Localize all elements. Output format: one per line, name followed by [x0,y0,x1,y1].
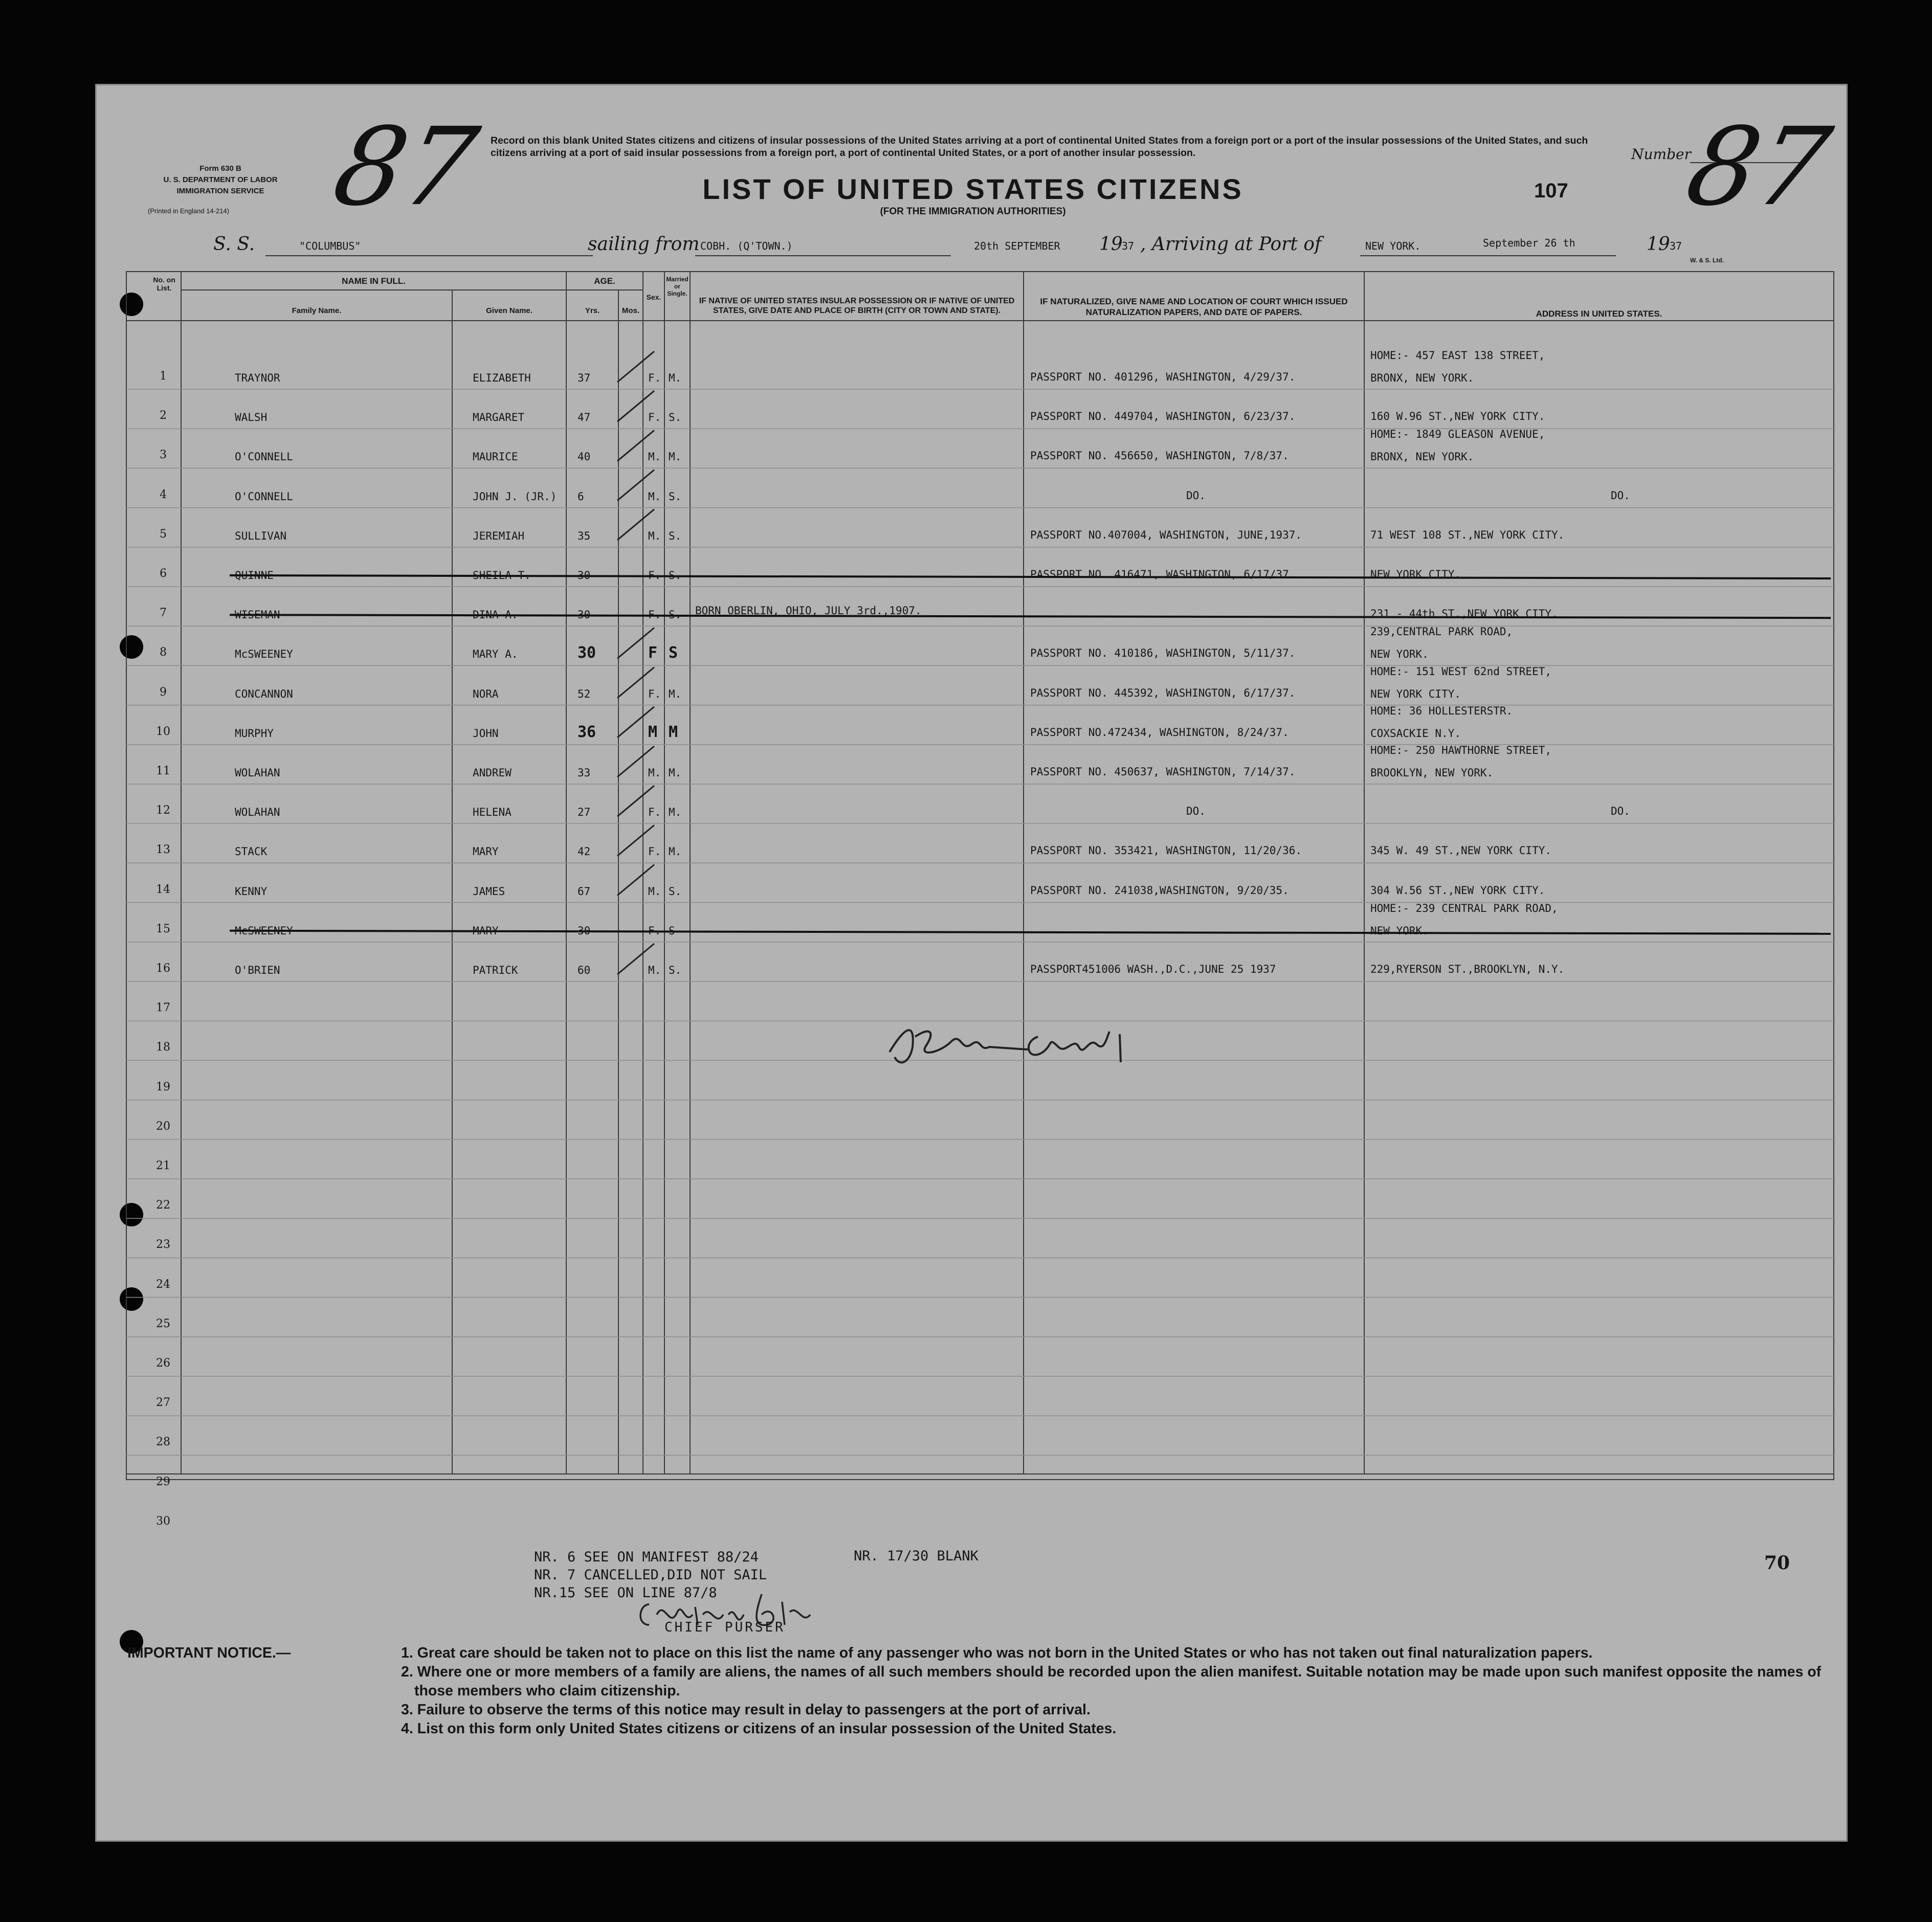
family-name: SULLIVAN [235,529,287,542]
age-years: 36 [578,723,596,741]
given-name: JEREMIAH [473,529,525,542]
strike-line [230,615,1831,618]
number-label: Number [1631,146,1691,163]
naturalization-papers: PASSPORT NO. 416471, WASHINGTON, 6/17/37. [1030,568,1296,580]
chief-purser-label: CHIEF PURSER [664,1620,785,1635]
record-instructions: Record on this blank United States citizens and citizens of insular possessions of the United States arriving at a port of continental United States from a foreign port or a port of the insular possessions of the United States, and such citizens arriving at a port of said insular possessions from a foreign port, a port of continental United States, or a port of another insular possession. [491,135,1588,159]
family-name: TRAYNOR [235,372,280,384]
arriving-label: , Arriving at Port of [1140,234,1322,255]
given-name: MARGARET [473,411,525,424]
family-name: McSWEENEY [235,924,293,937]
row-number: 1 [160,370,167,383]
sex: M. [648,490,661,503]
arrival-port: NEW YORK. [1365,240,1421,252]
page-number: 70 [1764,1552,1790,1574]
row-number: 26 [156,1357,170,1370]
naturalization-papers: DO. [1186,805,1206,818]
row-number: 11 [156,765,170,777]
notice-item: 3. Failure to observe the terms of this notice may result in delay to passengers at the port of arrival. [401,1702,1091,1718]
sex: M. [648,529,661,542]
naturalization-papers: PASSPORT NO. 241038,WASHINGTON, 9/20/35. [1030,884,1289,897]
address-line: BRONX, NEW YORK. [1370,372,1474,384]
col-family-name: Family Name. [292,306,342,315]
family-name: WISEMAN [235,609,280,621]
address-line: 345 W. 49 ST.,NEW YORK CITY. [1370,844,1552,857]
age-years: 40 [578,451,591,463]
naturalization-papers: PASSPORT NO. 456650, WASHINGTON, 7/8/37. [1030,450,1289,462]
table-grid [97,85,1848,1487]
given-name: NORA [473,687,499,700]
row-number: 17 [156,1001,170,1015]
given-name: MARY [473,845,499,858]
row-number: 8 [160,646,167,659]
given-name: MAURICE [473,451,518,463]
sex: F. [648,609,661,621]
given-name: ELIZABETH [473,372,531,384]
col-age: AGE. [594,276,615,286]
notice-item: 4. List on this form only United States citizens or citizens of an insular possession of the United States. [401,1720,1117,1737]
form-number: Form 630 B [199,164,241,173]
family-name: McSWEENEY [235,648,293,661]
row-number: 28 [156,1436,170,1449]
row-number: 2 [160,409,167,422]
naturalization-papers: PASSPORT NO. 353421, WASHINGTON, 11/20/36. [1030,844,1302,857]
row-number: 6 [160,567,167,580]
col-no-on-list: No. on List. [153,276,175,292]
family-name: MURPHY [235,727,274,740]
col-married-single: Married or Single. [666,276,689,297]
address-line: HOME:- 250 HAWTHORNE STREET, [1370,744,1552,756]
family-name: QUINNE [235,569,274,582]
strike-line [230,931,1831,934]
marital-status: M. [669,845,682,858]
col-given-name: Given Name. [486,306,532,315]
given-name: ANDREW [473,767,512,779]
row-number: 10 [156,725,170,738]
address-line: HOME:- 457 EAST 138 STREET, [1370,349,1545,362]
naturalization-papers: PASSPORT NO. 445392, WASHINGTON, 6/17/37. [1030,686,1296,699]
row-number: 23 [156,1238,170,1251]
col-native-insular: IF NATIVE OF UNITED STATES INSULAR POSSESSION OR IF NATIVE OF UNITED STATES, GIVE DATE AND PLACE OF BIRTH (CITY OR TOWN AND STATE). [699,297,1015,315]
given-name: MARY A. [473,648,518,661]
notice-item: 1. Great care should be taken not to place on this list the name of any passenger who was not born in the United States or who has not taken out final naturalization papers. [401,1645,1593,1661]
col-mos: Mos. [621,306,640,315]
address-line: 160 W.96 ST.,NEW YORK CITY. [1370,410,1545,423]
age-years: 37 [578,372,591,384]
col-yrs: Yrs. [585,306,600,315]
sex: F. [648,687,661,700]
given-name: MARY [473,924,499,937]
sex: M [648,723,658,741]
age-years: 6 [578,490,584,503]
sex: F. [648,924,661,937]
sex: F. [648,411,661,424]
address-line: NEW YORK CITY. [1370,687,1461,700]
address-line: DO. [1611,805,1630,818]
footnote-line: NR.15 SEE ON LINE 87/8 [534,1585,717,1601]
arrival-date: September 26 th [1483,237,1575,249]
marital-status: S. [669,411,682,424]
family-name: WOLAHAN [235,767,280,779]
printer-mark: W. & S. Ltd. [1690,257,1724,264]
sex: M. [648,885,661,898]
address-line: BROOKLYN, NEW YORK. [1370,767,1494,779]
sex: F. [648,845,661,858]
sex: M. [648,767,661,779]
marital-status: S [669,644,678,662]
address-line: NEW YORK. [1370,924,1429,937]
row-number: 30 [156,1514,170,1528]
age-years: 47 [578,411,591,424]
handwritten-signature-image [884,1016,1130,1078]
row-number: 29 [156,1475,170,1488]
page-title: LIST OF UNITED STATES CITIZENS [702,173,1243,205]
row-number: 3 [160,449,167,462]
naturalization-papers: PASSPORT NO. 449704, WASHINGTON, 6/23/37. [1030,410,1296,423]
given-name: JOHN J. (JR.) [473,490,557,503]
row-number: 9 [160,685,167,699]
page-subtitle: (FOR THE IMMIGRATION AUTHORITIES) [880,206,1066,217]
sailing-from-label: sailing from [588,234,700,255]
address-line: NEW YORK CITY. [1370,568,1461,580]
age-years: 30 [578,644,596,662]
marital-status: S [669,924,675,937]
ship-prefix: S. S. [213,234,255,255]
handwritten-note [884,1016,1130,1080]
family-name: STACK [235,845,268,858]
address-line: HOME: 36 HOLLESTERSTR. [1370,704,1513,717]
marital-status: S. [669,490,682,503]
marital-status: M. [669,372,682,384]
naturalization-papers: PASSPORT451006 WASH.,D.C.,JUNE 25 1937 [1030,963,1276,975]
handwritten-list-number: 87 [324,104,487,230]
address-line: BRONX, NEW YORK. [1370,451,1474,463]
row-number: 16 [156,962,170,975]
row-number: 24 [156,1278,170,1291]
family-name: WALSH [235,411,268,424]
birth-info: BORN OBERLIN, OHIO, JULY 3rd.,1907. [695,605,922,617]
address-line: 71 WEST 108 ST.,NEW YORK CITY. [1370,528,1565,541]
family-name: WOLAHAN [235,806,280,819]
marital-status: M. [669,806,682,819]
sex: M. [648,451,661,463]
family-name: O'CONNELL [235,451,293,463]
address-line: HOME:- 239 CENTRAL PARK ROAD, [1370,902,1558,914]
printed-number: 107 [1534,180,1568,202]
family-name: KENNY [235,885,268,898]
address-line: DO. [1611,489,1630,502]
age-years: 35 [578,529,591,542]
age-years: 60 [578,964,591,976]
row-number: 21 [156,1159,170,1172]
row-number: 5 [160,527,167,541]
naturalization-papers: DO. [1186,489,1206,502]
age-years: 52 [578,687,591,700]
col-sex: Sex. [646,293,661,301]
marital-status: S. [669,885,682,898]
given-name: DINA A. [473,609,518,621]
marital-status: S. [669,529,682,542]
row-number: 4 [160,488,167,501]
row-number: 20 [156,1120,170,1133]
row-number: 27 [156,1396,170,1410]
sex: M. [648,964,661,976]
given-name: PATRICK [473,964,518,976]
age-years: 30 [578,609,591,621]
address-line: 229,RYERSON ST.,BROOKLYN, N.Y. [1370,963,1565,975]
ship-name: "COLUMBUS" [299,240,361,252]
given-name: SHEILA T. [473,569,531,582]
row-number: 19 [156,1080,170,1093]
printed-note: (Printed in England 14-214) [148,207,229,215]
family-name: CONCANNON [235,687,293,700]
naturalization-papers: PASSPORT NO.472434, WASHINGTON, 8/24/37. [1030,726,1289,739]
sex: F. [648,806,661,819]
row-number: 25 [156,1317,170,1330]
age-years: 30 [578,924,591,937]
service: IMMIGRATION SERVICE [176,187,264,195]
address-line: HOME:- 1849 GLEASON AVENUE, [1370,428,1545,441]
notice-items [401,1644,1823,1738]
naturalization-papers: PASSPORT NO. 450637, WASHINGTON, 7/14/37. [1030,766,1296,778]
marital-status: M. [669,451,682,463]
sex: F [648,644,658,662]
row-number: 15 [156,922,170,935]
col-address: ADDRESS IN UNITED STATES. [1536,309,1662,319]
naturalization-papers: PASSPORT NO.407004, WASHINGTON, JUNE,1937. [1030,528,1302,541]
row-number: 12 [156,804,170,817]
notice-lead: IMPORTANT NOTICE.— [127,1645,291,1661]
manifest-sheet [95,84,1848,1842]
address-line: COXSACKIE N.Y. [1370,727,1461,740]
naturalization-papers: PASSPORT NO. 410186, WASHINGTON, 5/11/37. [1030,647,1296,660]
age-years: 27 [578,806,591,819]
sailing-date: 20th SEPTEMBER [974,240,1060,252]
department: U. S. DEPARTMENT OF LABOR [163,175,278,184]
marital-status: S. [669,569,682,582]
address-line: 304 W.56 ST.,NEW YORK CITY. [1370,884,1545,897]
given-name: JOHN [473,727,499,740]
address-line: HOME:- 151 WEST 62nd STREET, [1370,665,1552,678]
family-name: O'CONNELL [235,490,293,503]
col-name-in-full: NAME IN FULL. [342,276,406,286]
marital-status: S. [669,609,682,621]
marital-status: M. [669,687,682,700]
marital-status: M [669,723,678,741]
row-number: 18 [156,1041,170,1054]
marital-status: M. [669,767,682,779]
year-prefix-1: 19 [1099,234,1123,255]
row-number: 22 [156,1199,170,1212]
age-years: 30 [578,569,591,582]
sailing-from-port: COBH. (Q'TOWN.) [700,240,793,252]
naturalization-papers: PASSPORT NO. 401296, WASHINGTON, 4/29/37. [1030,371,1296,383]
family-name: O'BRIEN [235,964,280,976]
notice-item: 2. Where one or more members of a family are aliens, the names of all such members should be recorded upon the alien manifest. Suitable notation may be made upon such manifest opposite the names of those members who claim citizenship. [401,1664,1822,1699]
age-years: 42 [578,845,591,858]
handwritten-number: 87 [1677,104,1840,230]
given-name: JAMES [473,885,505,898]
address-line: NEW YORK. [1370,648,1429,661]
address-line: 239,CENTRAL PARK ROAD, [1370,625,1513,638]
col-naturalized: IF NATURALIZED, GIVE NAME AND LOCATION OF COURT WHICH ISSUED NATURALIZATION PAPERS, AND DATE OF PAPERS. [1040,297,1348,317]
year-2: 37 [1670,240,1682,252]
footnote-line: NR. 7 CANCELLED,DID NOT SAIL [534,1567,767,1583]
year-prefix-2: 19 [1647,234,1670,255]
sex: F. [648,372,661,384]
given-name: HELENA [473,806,512,819]
sex: F. [648,569,661,582]
age-years: 67 [578,885,591,898]
year-1: 37 [1122,240,1135,252]
address-line: 231 - 44th ST.,NEW YORK CITY. [1370,608,1558,620]
footnote-line: NR. 6 SEE ON MANIFEST 88/24 [534,1549,759,1565]
row-number: 13 [156,843,170,857]
footnote-blank: NR. 17/30 BLANK [854,1548,979,1564]
row-number: 14 [156,883,170,896]
row-number: 7 [160,607,167,620]
age-years: 33 [578,767,591,779]
marital-status: S. [669,964,682,976]
